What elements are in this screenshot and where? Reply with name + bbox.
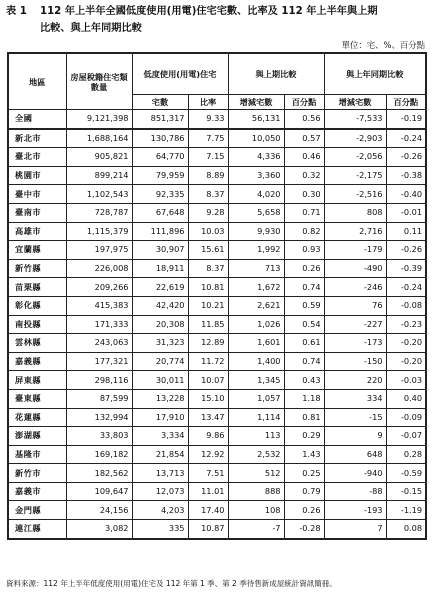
- cell-housing-tax: 132,994: [66, 408, 132, 427]
- cell-prev-change-units: 1,114: [228, 408, 284, 427]
- cell-housing-tax: 728,787: [66, 203, 132, 222]
- cell-low-use-units: 12,073: [132, 482, 188, 501]
- cell-year-change-units: 7: [324, 520, 386, 539]
- cell-year-change-units: -227: [324, 315, 386, 334]
- cell-prev-change-units: 3,360: [228, 166, 284, 185]
- title-line-2: 比較、與上年同期比較: [40, 23, 142, 34]
- table-row: [8, 129, 426, 148]
- cell-year-pct-points: -0.03: [386, 371, 426, 390]
- cell-year-change-units: -2,903: [324, 129, 386, 148]
- header-region: 地區: [8, 53, 66, 110]
- cell-year-pct-points: -0.24: [386, 129, 426, 148]
- cell-housing-tax: 24,156: [66, 501, 132, 520]
- cell-housing-tax: 1,102,543: [66, 185, 132, 204]
- cell-year-change-units: 648: [324, 445, 386, 464]
- cell-low-use-ratio: 10.03: [188, 222, 228, 241]
- cell-prev-change-units: 713: [228, 259, 284, 278]
- cell-housing-tax: 1,688,164: [66, 129, 132, 148]
- cell-low-use-units: 20,774: [132, 352, 188, 371]
- cell-prev-pct-points: 0.71: [284, 203, 324, 222]
- cell-year-pct-points: -0.15: [386, 482, 426, 501]
- cell-year-pct-points: -0.01: [386, 203, 426, 222]
- cell-prev-pct-points: -0.28: [284, 520, 324, 539]
- cell-housing-tax: 905,821: [66, 148, 132, 167]
- cell-low-use-ratio: 10.07: [188, 371, 228, 390]
- statistics-table: [7, 52, 427, 540]
- cell-prev-pct-points: 1.18: [284, 389, 324, 408]
- table-row: [8, 166, 426, 185]
- cell-year-change-units: 220: [324, 371, 386, 390]
- table-row: [8, 371, 426, 390]
- cell-prev-pct-points: 0.54: [284, 315, 324, 334]
- cell-prev-pct-points: 0.79: [284, 482, 324, 501]
- cell-low-use-ratio: 12.89: [188, 334, 228, 353]
- header-year-pct-points: 百分點: [386, 95, 426, 110]
- table-row: [8, 501, 426, 520]
- cell-housing-tax: 169,182: [66, 445, 132, 464]
- table-title: [6, 3, 430, 37]
- cell-year-change-units: -2,175: [324, 166, 386, 185]
- cell-year-change-units: -490: [324, 259, 386, 278]
- cell-prev-change-units: 1,992: [228, 241, 284, 260]
- cell-housing-tax: 109,647: [66, 482, 132, 501]
- cell-housing-tax: 298,116: [66, 371, 132, 390]
- cell-year-pct-points: 0.28: [386, 445, 426, 464]
- cell-prev-change-units: 1,672: [228, 278, 284, 297]
- cell-housing-tax: 226,008: [66, 259, 132, 278]
- cell-low-use-ratio: 7.75: [188, 129, 228, 148]
- cell-region: 新竹市: [8, 464, 66, 483]
- table-row: [8, 148, 426, 167]
- cell-region: 嘉義縣: [8, 352, 66, 371]
- cell-low-use-units: 4,203: [132, 501, 188, 520]
- cell-region: 澎湖縣: [8, 427, 66, 446]
- header-prev-pct-points: 百分點: [284, 95, 324, 110]
- cell-housing-tax: 209,266: [66, 278, 132, 297]
- cell-prev-change-units: 56,131: [228, 110, 284, 129]
- cell-region: 雲林縣: [8, 334, 66, 353]
- cell-housing-tax: 415,383: [66, 296, 132, 315]
- table-row: [8, 520, 426, 539]
- cell-low-use-ratio: 10.81: [188, 278, 228, 297]
- cell-year-change-units: -88: [324, 482, 386, 501]
- cell-region: 花蓮縣: [8, 408, 66, 427]
- cell-low-use-units: 18,911: [132, 259, 188, 278]
- cell-region: 屏東縣: [8, 371, 66, 390]
- cell-low-use-ratio: 9.33: [188, 110, 228, 129]
- cell-region: 桃園市: [8, 166, 66, 185]
- cell-prev-pct-points: 0.57: [284, 129, 324, 148]
- table-row: [8, 352, 426, 371]
- cell-prev-pct-points: 0.25: [284, 464, 324, 483]
- cell-year-pct-points: -0.59: [386, 464, 426, 483]
- cell-prev-pct-points: 0.46: [284, 148, 324, 167]
- cell-year-change-units: -246: [324, 278, 386, 297]
- table-row: [8, 389, 426, 408]
- cell-year-pct-points: -0.07: [386, 427, 426, 446]
- cell-low-use-ratio: 10.21: [188, 296, 228, 315]
- cell-prev-pct-points: 0.29: [284, 427, 324, 446]
- cell-low-use-units: 111,896: [132, 222, 188, 241]
- cell-prev-change-units: 888: [228, 482, 284, 501]
- cell-region: 宜蘭縣: [8, 241, 66, 260]
- cell-low-use-units: 21,854: [132, 445, 188, 464]
- cell-low-use-units: 130,786: [132, 129, 188, 148]
- cell-low-use-ratio: 15.61: [188, 241, 228, 260]
- cell-year-pct-points: -0.09: [386, 408, 426, 427]
- cell-prev-change-units: 2,621: [228, 296, 284, 315]
- cell-region: 南投縣: [8, 315, 66, 334]
- cell-low-use-units: 79,959: [132, 166, 188, 185]
- unit-note: 單位：宅、%、百分點: [341, 40, 425, 50]
- cell-low-use-ratio: 17.40: [188, 501, 228, 520]
- header-vs-prev: 與上期比較: [228, 53, 324, 95]
- cell-low-use-units: 42,420: [132, 296, 188, 315]
- cell-year-change-units: 334: [324, 389, 386, 408]
- cell-prev-pct-points: 0.43: [284, 371, 324, 390]
- cell-prev-pct-points: 1.43: [284, 445, 324, 464]
- cell-prev-pct-points: 0.61: [284, 334, 324, 353]
- cell-housing-tax: 9,121,398: [66, 110, 132, 129]
- cell-low-use-units: 13,713: [132, 464, 188, 483]
- cell-year-pct-points: 0.40: [386, 389, 426, 408]
- cell-low-use-units: 64,770: [132, 148, 188, 167]
- cell-low-use-ratio: 11.72: [188, 352, 228, 371]
- cell-year-change-units: -193: [324, 501, 386, 520]
- cell-year-change-units: 76: [324, 296, 386, 315]
- cell-year-change-units: 2,716: [324, 222, 386, 241]
- table-row: [8, 278, 426, 297]
- cell-low-use-ratio: 9.86: [188, 427, 228, 446]
- cell-prev-pct-points: 0.74: [284, 352, 324, 371]
- cell-year-change-units: -940: [324, 464, 386, 483]
- cell-low-use-ratio: 10.87: [188, 520, 228, 539]
- cell-region: 高雄市: [8, 222, 66, 241]
- header-units: 宅數: [132, 95, 188, 110]
- cell-region: 嘉義市: [8, 482, 66, 501]
- cell-prev-change-units: 1,601: [228, 334, 284, 353]
- cell-housing-tax: 899,214: [66, 166, 132, 185]
- cell-year-pct-points: -0.39: [386, 259, 426, 278]
- cell-low-use-units: 17,910: [132, 408, 188, 427]
- cell-year-pct-points: 0.08: [386, 520, 426, 539]
- cell-prev-change-units: 10,050: [228, 129, 284, 148]
- cell-prev-pct-points: 0.26: [284, 501, 324, 520]
- cell-region: 基隆市: [8, 445, 66, 464]
- cell-low-use-ratio: 15.10: [188, 389, 228, 408]
- cell-region: 新北市: [8, 129, 66, 148]
- table-row: [8, 427, 426, 446]
- cell-low-use-ratio: 7.51: [188, 464, 228, 483]
- cell-housing-tax: 243,063: [66, 334, 132, 353]
- header-vs-last-year: 與上年同期比較: [324, 53, 426, 95]
- cell-region: 臺中市: [8, 185, 66, 204]
- cell-region: 連江縣: [8, 520, 66, 539]
- cell-year-pct-points: -0.19: [386, 110, 426, 129]
- table-row: [8, 464, 426, 483]
- cell-prev-pct-points: 0.82: [284, 222, 324, 241]
- cell-year-pct-points: -0.26: [386, 241, 426, 260]
- cell-low-use-ratio: 11.85: [188, 315, 228, 334]
- cell-prev-change-units: 512: [228, 464, 284, 483]
- cell-year-pct-points: -0.24: [386, 278, 426, 297]
- cell-housing-tax: 177,321: [66, 352, 132, 371]
- table-row: [8, 185, 426, 204]
- cell-year-pct-points: -0.20: [386, 334, 426, 353]
- header-prev-change-units: 增減宅數: [228, 95, 284, 110]
- cell-housing-tax: 171,333: [66, 315, 132, 334]
- cell-prev-pct-points: 0.59: [284, 296, 324, 315]
- cell-year-change-units: -179: [324, 241, 386, 260]
- cell-year-pct-points: -1.19: [386, 501, 426, 520]
- header-ratio: 比率: [188, 95, 228, 110]
- cell-low-use-units: 335: [132, 520, 188, 539]
- cell-year-change-units: -15: [324, 408, 386, 427]
- cell-prev-change-units: 4,020: [228, 185, 284, 204]
- cell-prev-pct-points: 0.32: [284, 166, 324, 185]
- cell-housing-tax: 197,975: [66, 241, 132, 260]
- table-body: [8, 110, 426, 539]
- cell-year-change-units: -2,056: [324, 148, 386, 167]
- cell-housing-tax: 3,082: [66, 520, 132, 539]
- cell-low-use-ratio: 8.37: [188, 185, 228, 204]
- cell-prev-change-units: 5,658: [228, 203, 284, 222]
- cell-prev-pct-points: 0.56: [284, 110, 324, 129]
- cell-region: 臺東縣: [8, 389, 66, 408]
- cell-region: 金門縣: [8, 501, 66, 520]
- cell-low-use-units: 30,907: [132, 241, 188, 260]
- table-row: [8, 334, 426, 353]
- cell-year-change-units: 808: [324, 203, 386, 222]
- cell-year-pct-points: -0.20: [386, 352, 426, 371]
- cell-low-use-units: 67,648: [132, 203, 188, 222]
- cell-prev-change-units: 113: [228, 427, 284, 446]
- cell-prev-pct-points: 0.74: [284, 278, 324, 297]
- cell-low-use-ratio: 8.89: [188, 166, 228, 185]
- cell-year-change-units: -173: [324, 334, 386, 353]
- cell-year-change-units: 9: [324, 427, 386, 446]
- cell-region: 臺北市: [8, 148, 66, 167]
- cell-year-change-units: -7,533: [324, 110, 386, 129]
- cell-year-pct-points: -0.08: [386, 296, 426, 315]
- cell-low-use-units: 92,335: [132, 185, 188, 204]
- cell-low-use-ratio: 8.37: [188, 259, 228, 278]
- table-row: [8, 445, 426, 464]
- table-row: [8, 259, 426, 278]
- cell-low-use-units: 20,308: [132, 315, 188, 334]
- cell-prev-change-units: -7: [228, 520, 284, 539]
- cell-low-use-ratio: 11.01: [188, 482, 228, 501]
- cell-low-use-units: 13,228: [132, 389, 188, 408]
- cell-low-use-ratio: 13.47: [188, 408, 228, 427]
- cell-year-pct-points: 0.11: [386, 222, 426, 241]
- cell-low-use-units: 22,619: [132, 278, 188, 297]
- cell-low-use-units: 851,317: [132, 110, 188, 129]
- cell-low-use-ratio: 7.15: [188, 148, 228, 167]
- table-row: [8, 222, 426, 241]
- header-housing-tax: 房屋稅籍住宅類數量: [66, 53, 132, 110]
- cell-housing-tax: 1,115,379: [66, 222, 132, 241]
- cell-year-change-units: -2,516: [324, 185, 386, 204]
- cell-prev-pct-points: 0.93: [284, 241, 324, 260]
- cell-prev-change-units: 9,930: [228, 222, 284, 241]
- cell-prev-change-units: 4,336: [228, 148, 284, 167]
- cell-low-use-ratio: 12.92: [188, 445, 228, 464]
- cell-housing-tax: 87,599: [66, 389, 132, 408]
- cell-low-use-units: 30,011: [132, 371, 188, 390]
- cell-housing-tax: 33,803: [66, 427, 132, 446]
- cell-region: 新竹縣: [8, 259, 66, 278]
- table-row: [8, 482, 426, 501]
- cell-prev-pct-points: 0.30: [284, 185, 324, 204]
- table-row: [8, 315, 426, 334]
- table-row: [8, 110, 426, 129]
- table-row: [8, 408, 426, 427]
- cell-region: 全國: [8, 110, 66, 129]
- cell-year-pct-points: -0.38: [386, 166, 426, 185]
- cell-year-pct-points: -0.23: [386, 315, 426, 334]
- cell-prev-change-units: 1,026: [228, 315, 284, 334]
- cell-low-use-units: 31,323: [132, 334, 188, 353]
- table-row: [8, 203, 426, 222]
- cell-prev-change-units: 1,345: [228, 371, 284, 390]
- cell-prev-change-units: 1,400: [228, 352, 284, 371]
- cell-low-use-units: 3,334: [132, 427, 188, 446]
- table-row: [8, 296, 426, 315]
- header-low-use: 低度使用(用電)住宅: [132, 53, 228, 95]
- table-row: [8, 241, 426, 260]
- cell-year-pct-points: -0.26: [386, 148, 426, 167]
- title-line-1: 112 年上半年全國低度使用(用電)住宅宅數、比率及 112 年上半年與上期: [40, 6, 378, 17]
- cell-region: 苗栗縣: [8, 278, 66, 297]
- cell-prev-change-units: 2,532: [228, 445, 284, 464]
- table-label: 表 1: [6, 6, 27, 17]
- cell-prev-change-units: 1,057: [228, 389, 284, 408]
- cell-prev-change-units: 108: [228, 501, 284, 520]
- cell-year-pct-points: -0.40: [386, 185, 426, 204]
- source-note: 資料來源：112 年上半年低度使用(用電)住宅及 112 年第 1 季、第 2 季待售新成屋統計資訊簡冊。: [6, 579, 337, 588]
- cell-region: 彰化縣: [8, 296, 66, 315]
- cell-housing-tax: 182,562: [66, 464, 132, 483]
- cell-region: 臺南市: [8, 203, 66, 222]
- cell-prev-pct-points: 0.81: [284, 408, 324, 427]
- header-year-change-units: 增減宅數: [324, 95, 386, 110]
- cell-prev-pct-points: 0.26: [284, 259, 324, 278]
- cell-low-use-ratio: 9.28: [188, 203, 228, 222]
- cell-year-change-units: -150: [324, 352, 386, 371]
